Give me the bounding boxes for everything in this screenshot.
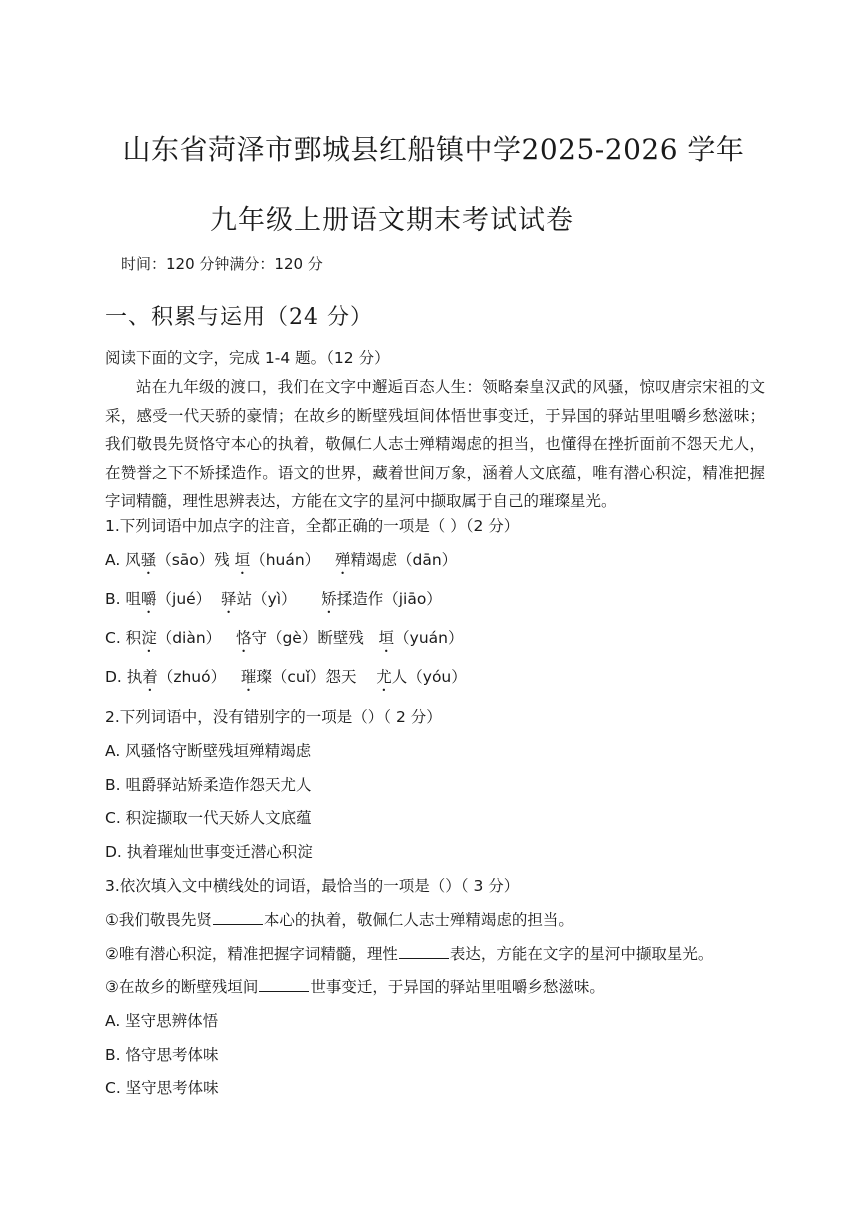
option-text: （zhuó） <box>157 668 241 686</box>
dotted-char: 殚 <box>334 551 351 569</box>
option-text: （yuán） <box>394 629 464 647</box>
question-3-blank-1 <box>105 908 574 930</box>
blank-sentence-text: 表达，方能在文字的星河中撷取星光。 <box>449 945 714 963</box>
blank-sentence-text: ②唯有潜心积淀，精准把握字词精髓，理性 <box>105 945 398 963</box>
question-1-option-b <box>105 587 442 617</box>
dotted-char: 驿 <box>221 590 237 608</box>
question-2-option-c: C. 积淀撷取一代天娇人文底蕴 <box>105 809 312 827</box>
section-heading: 一、积累与运用（24 分） <box>105 305 373 330</box>
option-text: 站（yì） <box>236 590 322 608</box>
fill-blank-line <box>399 957 449 959</box>
question-1-option-a <box>105 548 457 578</box>
exam-time-score: 时间：120 分钟满分：120 分 <box>121 255 323 273</box>
dotted-char: 恪 <box>235 629 252 647</box>
dotted-char: 骚 <box>140 551 157 569</box>
question-3-blank-2 <box>105 942 713 964</box>
question-2-option-d: D. 执着璀灿世事变迁潜心积淀 <box>105 843 313 861</box>
question-1-stem: 1.下列词语中加点字的注音，全都正确的一项是（ ）（2 分） <box>105 517 520 535</box>
blank-sentence-text: 本心的执着，敬佩仁人志士殚精竭虑的担当。 <box>263 911 574 929</box>
option-text: （jué） <box>156 590 222 608</box>
dotted-char: 着 <box>142 668 158 686</box>
dotted-char: 垣 <box>378 629 395 647</box>
option-text: （diàn） <box>156 629 236 647</box>
blank-sentence-text: ①我们敬畏先贤 <box>105 911 212 929</box>
exam-title-line2: 九年级上册语文期末考试试卷 <box>210 205 574 236</box>
option-text: 守（gè）断壁残 <box>251 629 379 647</box>
question-1-option-d <box>105 665 467 695</box>
option-text: 揉造作（jiāo） <box>336 590 442 608</box>
option-text: 精竭虑（dān） <box>350 551 458 569</box>
option-text: （sāo）残 <box>156 551 235 569</box>
question-1-option-c <box>105 626 463 656</box>
dotted-char: 璀 <box>240 668 257 686</box>
option-text: C. 积 <box>105 629 142 647</box>
option-text: B. 咀 <box>105 590 141 608</box>
option-text: 人（yóu） <box>391 668 467 686</box>
option-text: （huán） <box>250 551 335 569</box>
question-2-stem: 2.下列词语中，没有错别字的一项是（）（ 2 分） <box>105 708 442 726</box>
blank-sentence-text: ③在故乡的断壁残垣间 <box>105 978 259 996</box>
question-3-blank-3 <box>105 975 605 997</box>
question-2-option-a: A. 风骚恪守断壁残垣殚精竭虑 <box>105 742 312 760</box>
reading-passage: 站在九年级的渡口，我们在文字中邂逅百态人生：领略秦皇汉武的风骚，惊叹唐宗宋祖的文采，感受一代天骄的豪情；在故乡的断壁残垣间体悟世事变迁，于异国的驿站里咀嚼乡愁滋味；我们敬畏先贤恪守本心的执着，敬佩仁人志士殚精竭虑的担当，也懂得在挫折面前不怨天尤人，在赞誉之下不矫揉造作。语文的世界，藏着世间万象，涵着人文底蕴，唯有潜心积淀，精准把握字词精髓，理性思辨表达，方能在文字的星河中撷取属于自己的璀璨星光。 <box>105 378 765 511</box>
option-text: 璨（cuǐ）怨天 <box>256 668 377 686</box>
dotted-char: 嚼 <box>141 590 157 608</box>
question-3-option-a: A. 坚守思辨体悟 <box>105 1012 219 1030</box>
question-2-option-b: B. 咀爵驿站矫柔造作怨天尤人 <box>105 776 312 794</box>
exam-title-line1: 山东省菏泽市鄄城县红船镇中学2025-2026 学年 <box>122 133 745 166</box>
fill-blank-line <box>259 990 309 992</box>
fill-blank-line <box>213 923 263 925</box>
dotted-char: 垣 <box>234 551 251 569</box>
question-3-stem: 3.依次填入文中横线处的词语，最恰当的一项是（）（ 3 分） <box>105 877 520 895</box>
option-text: A. 风 <box>105 551 141 569</box>
reading-intro: 阅读下面的文字，完成 1-4 题。（12 分） <box>105 349 390 367</box>
blank-sentence-text: 世事变迁，于异国的驿站里咀嚼乡愁滋味。 <box>310 978 605 996</box>
dotted-char: 淀 <box>141 629 157 647</box>
dotted-char: 矫 <box>321 590 337 608</box>
option-text: D. 执 <box>105 668 143 686</box>
dotted-char: 尤 <box>376 668 392 686</box>
question-3-option-b: B. 恪守思考体味 <box>105 1046 219 1064</box>
question-3-option-c: C. 坚守思考体味 <box>105 1079 219 1097</box>
